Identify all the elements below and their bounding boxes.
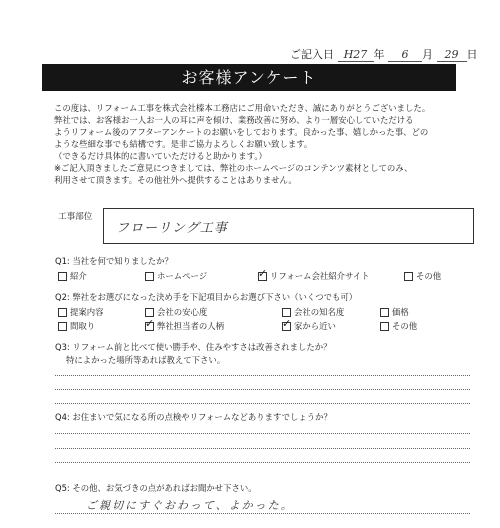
option-label: 会社の知名度 bbox=[294, 307, 345, 317]
q2-option-reputation[interactable] bbox=[282, 306, 344, 318]
month-value: 6 bbox=[388, 48, 422, 62]
checkbox-checked[interactable] bbox=[282, 322, 291, 331]
q1-option-homepage[interactable] bbox=[145, 270, 207, 282]
q3-subtext: 特によかった場所等あれば教えて下さい。 bbox=[66, 355, 226, 365]
year-value: H27 bbox=[338, 48, 374, 62]
option-label: リフォーム会社紹介サイト bbox=[270, 271, 370, 281]
answer-line bbox=[55, 448, 470, 449]
intro-line: （できるだけ具体的に書いていただけると助かります。） bbox=[54, 151, 267, 161]
answer-line bbox=[55, 389, 470, 390]
date-prefix: ご記入日 bbox=[290, 48, 334, 61]
construction-value: フローリング工事 bbox=[116, 221, 228, 236]
intro-line: 弊社では、お客様お一人お一人の耳に声を傾け、業務改善に努め、より一層安心していただける bbox=[54, 115, 414, 125]
checkbox[interactable] bbox=[145, 272, 154, 281]
option-label: 弊社担当者の人柄 bbox=[157, 321, 224, 331]
checkbox[interactable] bbox=[58, 272, 67, 281]
survey-title: お客様アンケート bbox=[42, 64, 456, 91]
intro-line: 利用させて頂きます。その他社外へ提供することはありません。 bbox=[54, 175, 297, 185]
checkbox-checked[interactable] bbox=[258, 272, 267, 281]
q5-answer: ご親切にすぐおわって、よかった。 bbox=[86, 499, 294, 512]
q5-text: Q5: その他、お気づきの点があればお聞かせ下さい。 bbox=[55, 483, 257, 493]
q4-text: Q4: お住まいで気になる所の点検やリフォームなどありますでしょうか？ bbox=[55, 412, 332, 422]
q1-option-other[interactable] bbox=[404, 270, 441, 282]
intro-line: ※ご記入頂きましたご意見につきましては、弊社のホームページのコンテンツ素材としてのみ、 bbox=[54, 163, 413, 173]
entry-date bbox=[290, 46, 478, 62]
answer-line bbox=[55, 375, 470, 376]
q2-option-proposal[interactable] bbox=[58, 306, 104, 318]
q1-text: Q1: 当社を何で知りましたか？ bbox=[55, 256, 173, 266]
q3-text: Q3: リフォーム前と比べて使い勝手や、住みやすさは改善されましたか？ bbox=[55, 342, 332, 352]
option-label: ホームページ bbox=[157, 271, 208, 281]
q2-option-nearby[interactable] bbox=[282, 320, 336, 332]
q2-option-price[interactable] bbox=[380, 306, 409, 318]
answer-line bbox=[55, 513, 470, 514]
checkbox[interactable] bbox=[380, 308, 389, 317]
q2-option-staff[interactable] bbox=[145, 320, 224, 332]
option-label: 提案内容 bbox=[70, 307, 104, 317]
q1-option-referral-site[interactable] bbox=[258, 270, 370, 282]
intro-line: ようリフォーム後のアフターアンケートのお願いをしております。良かった事、嬉しかった事、どの bbox=[54, 127, 429, 137]
intro-line: ような些細な事でも結構です。是非ご協力よろしくお願い致します。 bbox=[54, 139, 313, 149]
checkbox[interactable] bbox=[404, 272, 413, 281]
option-label: その他 bbox=[392, 321, 418, 331]
checkbox[interactable] bbox=[58, 308, 67, 317]
intro-line: この度は、リフォーム工事を株式会社榛本工務店にご用命いただき、誠にありがとうございました。 bbox=[54, 103, 431, 113]
month-unit: 月 bbox=[422, 48, 433, 61]
checkbox[interactable] bbox=[380, 322, 389, 331]
q2-option-layout[interactable] bbox=[58, 320, 95, 332]
option-label: 紹介 bbox=[70, 271, 87, 281]
checkbox[interactable] bbox=[282, 308, 291, 317]
option-label: 間取り bbox=[70, 321, 96, 331]
option-label: 価格 bbox=[392, 307, 409, 317]
option-label: その他 bbox=[416, 271, 442, 281]
q2-option-other[interactable] bbox=[380, 320, 417, 332]
answer-line bbox=[55, 462, 470, 463]
option-label: 会社の安心度 bbox=[157, 307, 208, 317]
answer-line bbox=[55, 403, 470, 404]
q2-option-reliability[interactable] bbox=[145, 306, 207, 318]
intro-text bbox=[54, 102, 466, 186]
answer-line bbox=[55, 433, 470, 434]
day-unit: 日 bbox=[466, 48, 478, 61]
checkbox[interactable] bbox=[145, 308, 154, 317]
checkbox[interactable] bbox=[58, 322, 67, 331]
construction-label: 工事部位 bbox=[58, 212, 93, 222]
checkbox-checked[interactable] bbox=[145, 322, 154, 331]
q1-option-referral[interactable] bbox=[58, 270, 87, 282]
year-unit: 年 bbox=[373, 48, 385, 61]
q2-text: Q2: 弊社をお選びになった決め手を下記項目からお選び下さい（いくつでも可） bbox=[55, 292, 358, 302]
construction-field[interactable] bbox=[103, 208, 474, 244]
day-value: 29 bbox=[437, 48, 467, 62]
option-label: 家から近い bbox=[294, 321, 336, 331]
